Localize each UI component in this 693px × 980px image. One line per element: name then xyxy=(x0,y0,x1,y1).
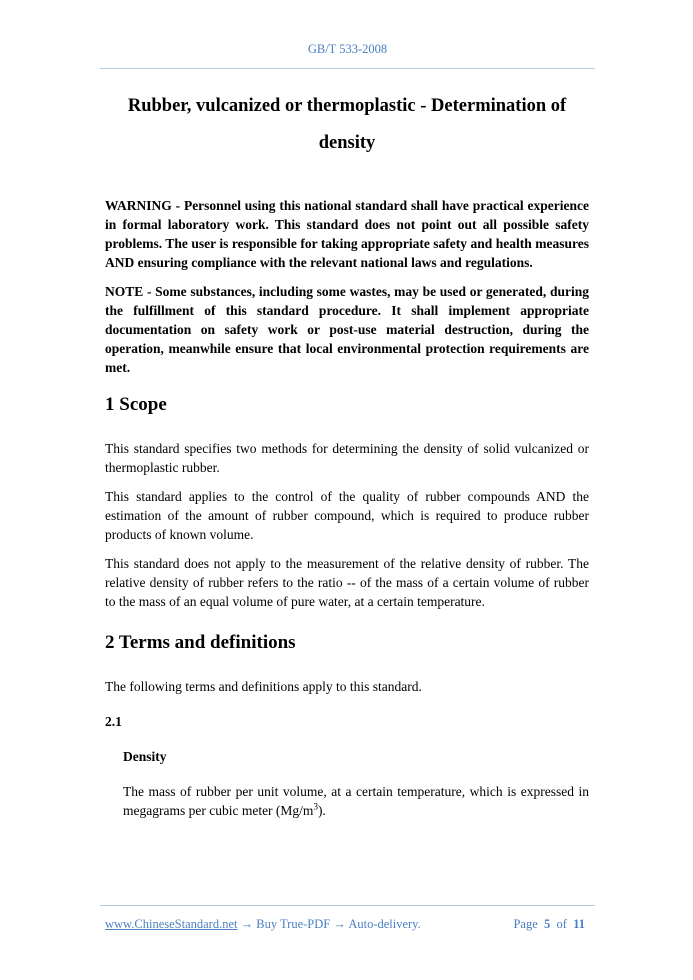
term-name: Density xyxy=(123,749,167,764)
buy-text: Buy True-PDF xyxy=(256,917,331,931)
page-footer xyxy=(105,917,585,932)
arrow-icon: → xyxy=(333,917,346,931)
document-title xyxy=(105,88,589,162)
note-paragraph: NOTE - Some substances, including some wastes, may be used or generated, during the fulfillment of this standard procedure. It shall implement appropriate documentation on safety work or post-use material destruction, during the operation, meanwhile ensure that local environmental protection requirements are met. xyxy=(105,284,589,375)
page-word: Page xyxy=(513,917,538,931)
footer-left xyxy=(105,917,421,932)
clause-number: 2.1 xyxy=(105,714,122,729)
arrow-icon: → xyxy=(240,917,254,931)
page-header-code: GB/T 533-2008 xyxy=(307,42,388,56)
definition-text: The mass of rubber per unit volume, at a certain temperature, which is expressed in megagrams per cubic meter (Mg/m xyxy=(123,784,589,818)
warning-paragraph: WARNING - Personnel using this national standard shall have practical experience in formal laboratory work. This standard does not point out all possible safety problems. The user is responsible for taking appropriate safety and health measures AND ensuring compliance with the relevant national laws and regulations. xyxy=(105,198,589,270)
term-definition xyxy=(123,782,589,820)
scope-paragraph-3: This standard does not apply to the measurement of the relative density of rubber. The relative density of rubber refers to the ratio -- of the mass of a certain volume of rubber to the mass of an equal volume of pure water, at a certain temperature. xyxy=(105,556,589,609)
title-line-2: density xyxy=(318,133,376,153)
title-line-1: Rubber, vulcanized or thermoplastic - Determination of xyxy=(127,96,567,116)
header-divider xyxy=(100,68,595,69)
section-1-heading: 1 Scope xyxy=(105,394,167,415)
footer-divider xyxy=(100,905,595,906)
scope-paragraph-2: This standard applies to the control of the quality of rubber compounds AND the estimation of the amount of rubber compound, which is required to produce rubber products of known volume. xyxy=(105,489,589,542)
section-2-heading: 2 Terms and definitions xyxy=(105,632,296,653)
definition-end: ). xyxy=(317,803,326,818)
scope-paragraph-1: This standard specifies two methods for determining the density of solid vulcanized or thermoplastic rubber. xyxy=(105,441,589,475)
terms-intro: The following terms and definitions apply to this standard. xyxy=(105,679,422,694)
delivery-text: Auto-delivery. xyxy=(348,917,421,931)
site-link[interactable]: www.ChineseStandard.net xyxy=(105,917,238,931)
page-current: 5 xyxy=(544,917,551,931)
page-of: of xyxy=(556,917,567,931)
definition-superscript: 3 xyxy=(313,801,318,812)
page-total: 11 xyxy=(573,917,585,931)
page-number xyxy=(513,917,585,932)
document-body xyxy=(105,88,589,820)
